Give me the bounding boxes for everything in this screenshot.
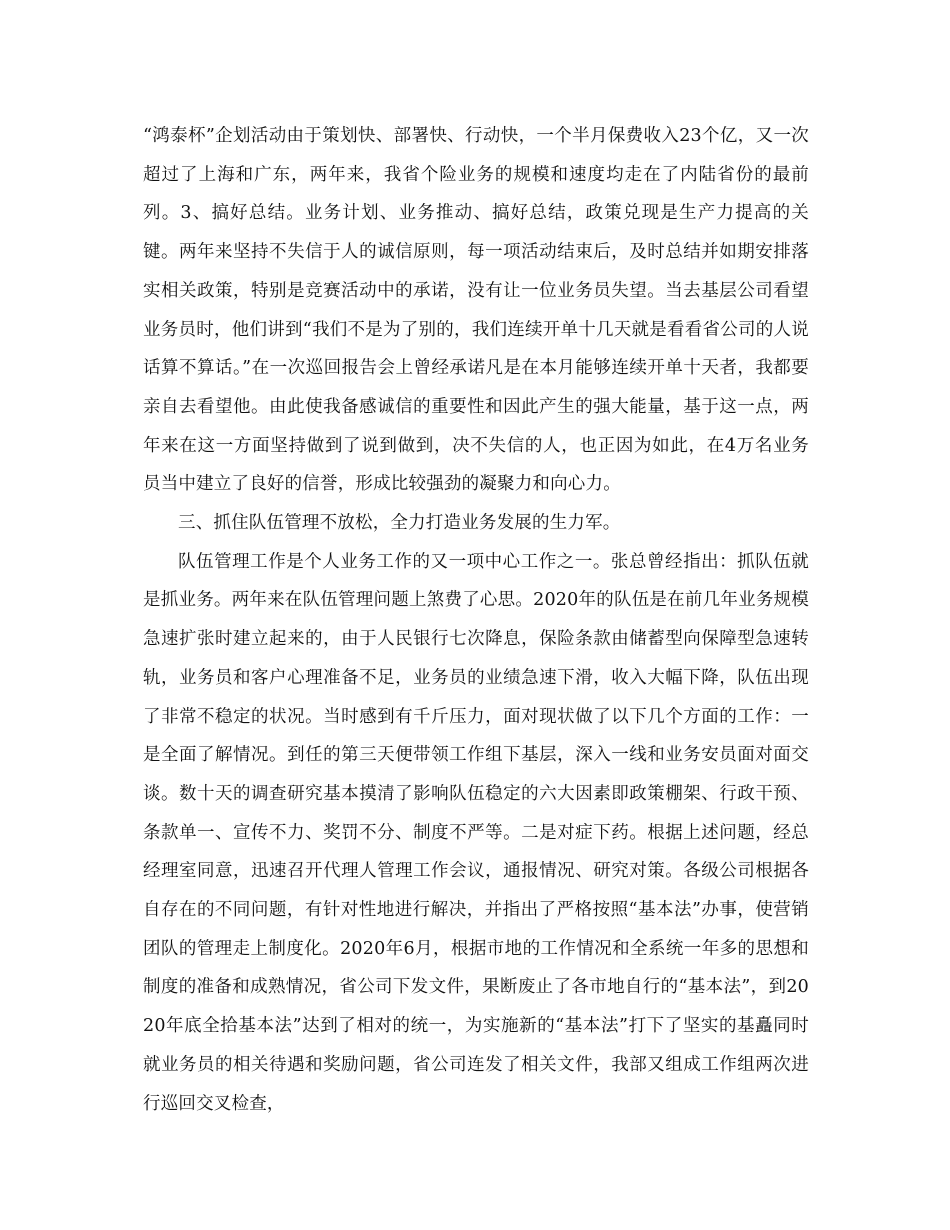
- paragraph-3: 队伍管理工作是个人业务工作的又一项中心工作之一。张总曾经指出：抓队伍就是抓业务。两年来在队伍管理问题上煞费了心思。2020年的队伍是在前几年业务规模急速扩张时建立起来的，由于人民银行七次降息，保险条款由储蓄型向保障型急速转轨，业务员和客户心理准备不足，业务员的业绩急速下滑，收入大幅下降，队伍出现了非常不稳定的状况。当时感到有千斤压力，面对现状做了以下几个方面的工作：一是全面了解情况。到任的第三天便带领工作组下基层，深入一线和业务安员面对面交谈。数十天的调查研究基本摸清了影响队伍稳定的六大因素即政策棚架、行政干预、条款单一、宣传不力、奖罚不分、制度不严等。二是对症下药。根据上述问题，经总经理室同意，迅速召开代理人管理工作会议，通报情况、研究对策。各级公司根据各自存在的不同问题，有针对性地进行解决，并指出了严格按照“基本法”办事，使营销团队的管理走上制度化。2020年6月，根据市地的工作情况和全系统一年多的思想和制度的准备和成熟情况，省公司下发文件，果断废止了各市地自行的“基本法”，到2020年底全拾基本法”达到了相对的统一，为实施新的“基本法”打下了坚实的基矗同时就业务员的相关待遇和奖励问题，省公司连发了相关文件，我部又组成工作组两次进行巡回交叉检查，: [143, 551, 809, 1114]
- document-body: [143, 117, 809, 1123]
- paragraph-1: “鸿泰杯”企划活动由于策划快、部署快、行动快，一个半月保费收入23个亿，又一次超过了上海和广东，两年来，我省个险业务的规模和速度均走在了内陆省份的最前列。3、搞好总结。业务计划、业务推动、搞好总结，政策兑现是生产力提高的关键。两年来坚持不失信于人的诚信原则，每一项活动结束后，及时总结并如期安排落实相关政策，特别是竞赛活动中的承诺，没有让一位业务员失望。当去基层公司看望业务员时，他们讲到“我们不是为了别的，我们连续开单十几天就是看看省公司的人说话算不算话。”在一次巡回报告会上曾经承诺凡是在本月能够连续开单十天者，我都要亲自去看望他。由此使我备感诚信的重要性和因此产生的强大能量，基于这一点，两年来在这一方面坚持做到了说到做到，决不失信的人，也正因为如此，在4万名业务员当中建立了良好的信誉，形成比较强劲的凝聚力和向心力。: [143, 126, 809, 495]
- section-heading-3: 三、抓住队伍管理不放松，全力打造业务发展的生力军。: [178, 513, 621, 534]
